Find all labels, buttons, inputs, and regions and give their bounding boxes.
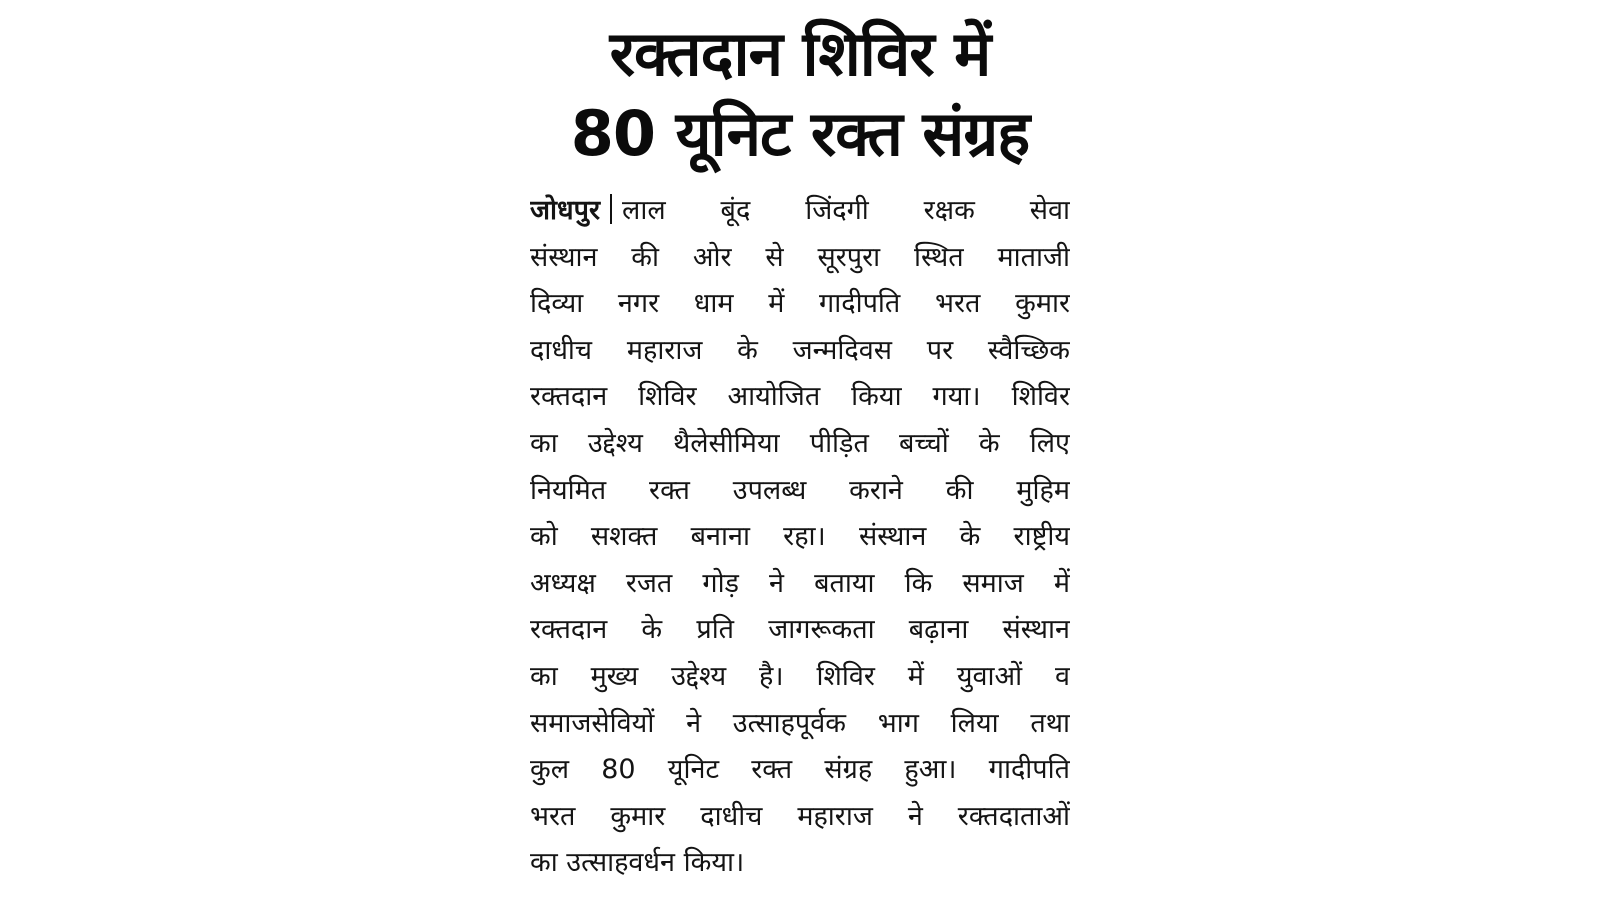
body-line: दाधीच महाराज के जन्मदिवस पर स्वैच्छिक <box>530 334 1070 366</box>
headline-line: रक्तदान शिविर में <box>609 17 991 90</box>
headline-line: 80 यूनिट रक्त संग्रह <box>570 97 1030 170</box>
headline <box>530 14 1070 174</box>
body-line: नियमित रक्त उपलब्ध कराने की मुहिम <box>530 474 1070 506</box>
body-line-text: लाल बूंद जिंदगी रक्षक सेवा <box>622 195 1070 226</box>
body-line: भरत कुमार दाधीच महाराज ने रक्तदाताओं <box>530 800 1070 832</box>
body-line: का उत्साहवर्धन किया। <box>530 847 745 879</box>
body-line: का मुख्य उद्देश्य है। शिविर में युवाओं व <box>530 660 1070 692</box>
dateline: जोधपुर <box>530 195 601 226</box>
body-line: रक्तदान शिविर आयोजित किया गया। शिविर <box>530 381 1070 413</box>
body-line: को सशक्त बनाना रहा। संस्थान के राष्ट्रीय <box>530 521 1070 553</box>
body-line: का उद्देश्य थैलेसीमिया पीड़ित बच्चों के लिए <box>530 427 1070 459</box>
body-line: संस्थान की ओर से सूरपुरा स्थित माताजी <box>530 241 1070 273</box>
body-line: अध्यक्ष रजत गोड़ ने बताया कि समाज में <box>530 567 1070 599</box>
news-clipping <box>530 14 1070 900</box>
body-line: कुल 80 यूनिट रक्त संग्रह हुआ। गादीपति <box>530 754 1070 786</box>
dateline-separator <box>610 194 612 224</box>
body-line: दिव्या नगर धाम में गादीपति भरत कुमार <box>530 288 1070 320</box>
body-line: रक्तदान के प्रति जागरूकता बढ़ाना संस्थान <box>530 614 1070 646</box>
article-body <box>530 188 1070 887</box>
body-line: समाजसेवियों ने उत्साहपूर्वक भाग लिया तथा <box>530 707 1070 739</box>
body-line <box>530 188 1070 235</box>
